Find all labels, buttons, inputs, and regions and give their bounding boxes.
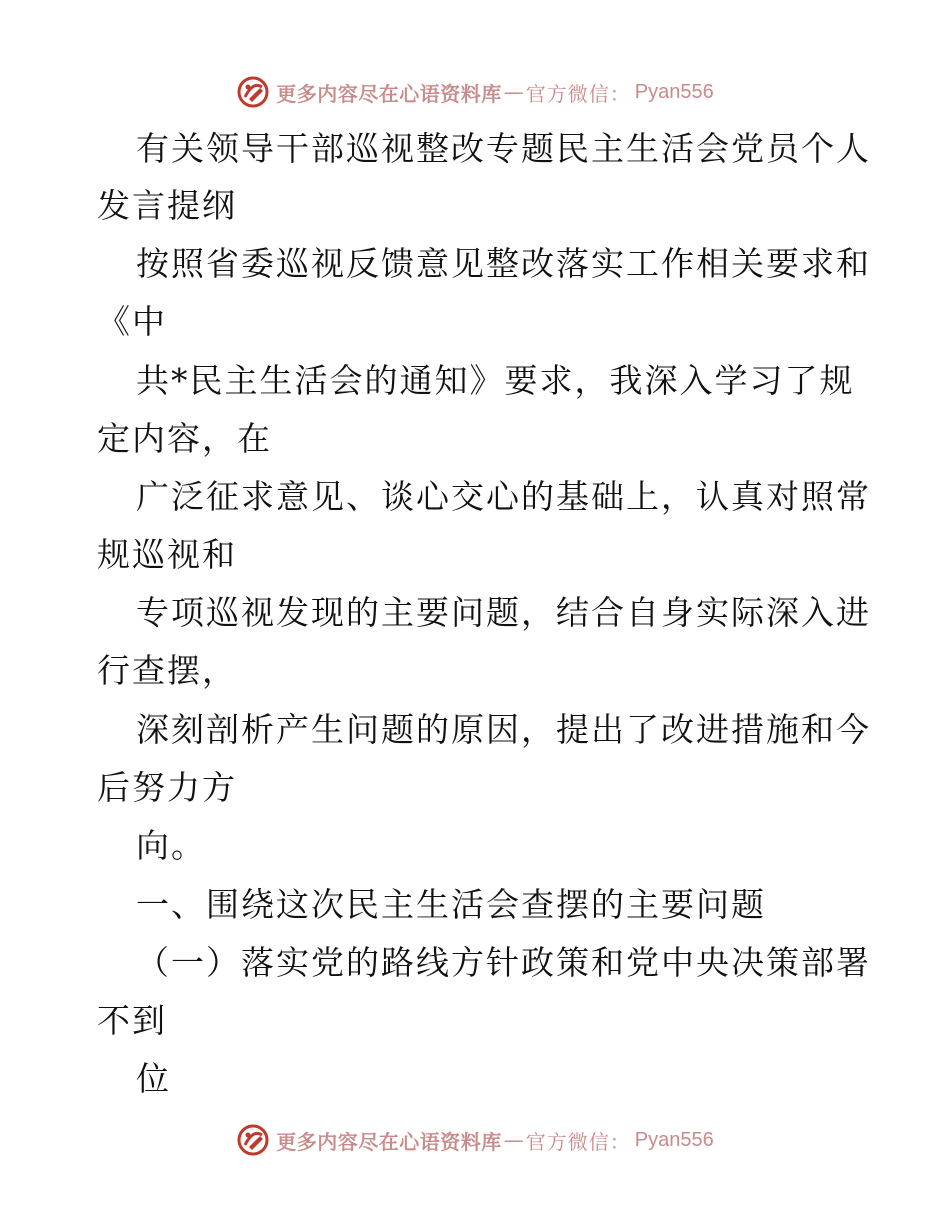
footer-watermark — [0, 1120, 950, 1160]
document-line: 行查摆， — [97, 651, 237, 690]
document-line: 一、围绕这次民主生活会查摆的主要问题 — [136, 885, 766, 924]
header-watermark — [0, 72, 950, 112]
document-line: 专项巡视发现的主要问题，结合自身实际深入进 — [136, 593, 871, 632]
logo-icon — [236, 75, 270, 109]
watermark-account-id: Pyan556 — [634, 80, 714, 103]
watermark-dash: — — [503, 80, 524, 104]
document-line: 广泛征求意见、谈心交心的基础上，认真对照常 — [136, 477, 871, 516]
document-line: 发言提纲 — [97, 186, 237, 225]
watermark-official-label: 官方微信： — [525, 81, 631, 106]
document-line: 后努力方 — [97, 768, 237, 807]
document-line: （一）落实党的路线方针政策和党中央决策部署 — [136, 943, 871, 982]
document-line: 不到 — [97, 1001, 167, 1040]
document-line: 《中 — [97, 302, 167, 341]
watermark-site-text: 更多内容尽在心语资料库 — [276, 81, 502, 106]
document-line: 有关领导干部巡视整改专题民主生活会党员个人 — [136, 129, 871, 168]
document-line: 定内容，在 — [97, 419, 272, 458]
watermark-dash: — — [503, 1128, 524, 1152]
logo-icon — [236, 1123, 270, 1157]
watermark-account-id: Pyan556 — [634, 1128, 714, 1151]
document-line: 深刻剖析产生问题的原因，提出了改进措施和今 — [136, 710, 871, 749]
document-line: 位 — [136, 1059, 171, 1098]
document-line: 向。 — [136, 826, 206, 865]
watermark-official-label: 官方微信： — [525, 1129, 631, 1154]
document-line: 共*民主生活会的通知》要求，我深入学习了规 — [136, 361, 855, 400]
document-line: 规巡视和 — [97, 535, 237, 574]
document-line: 按照省委巡视反馈意见整改落实工作相关要求和 — [136, 244, 871, 283]
watermark-site-text: 更多内容尽在心语资料库 — [276, 1129, 502, 1154]
